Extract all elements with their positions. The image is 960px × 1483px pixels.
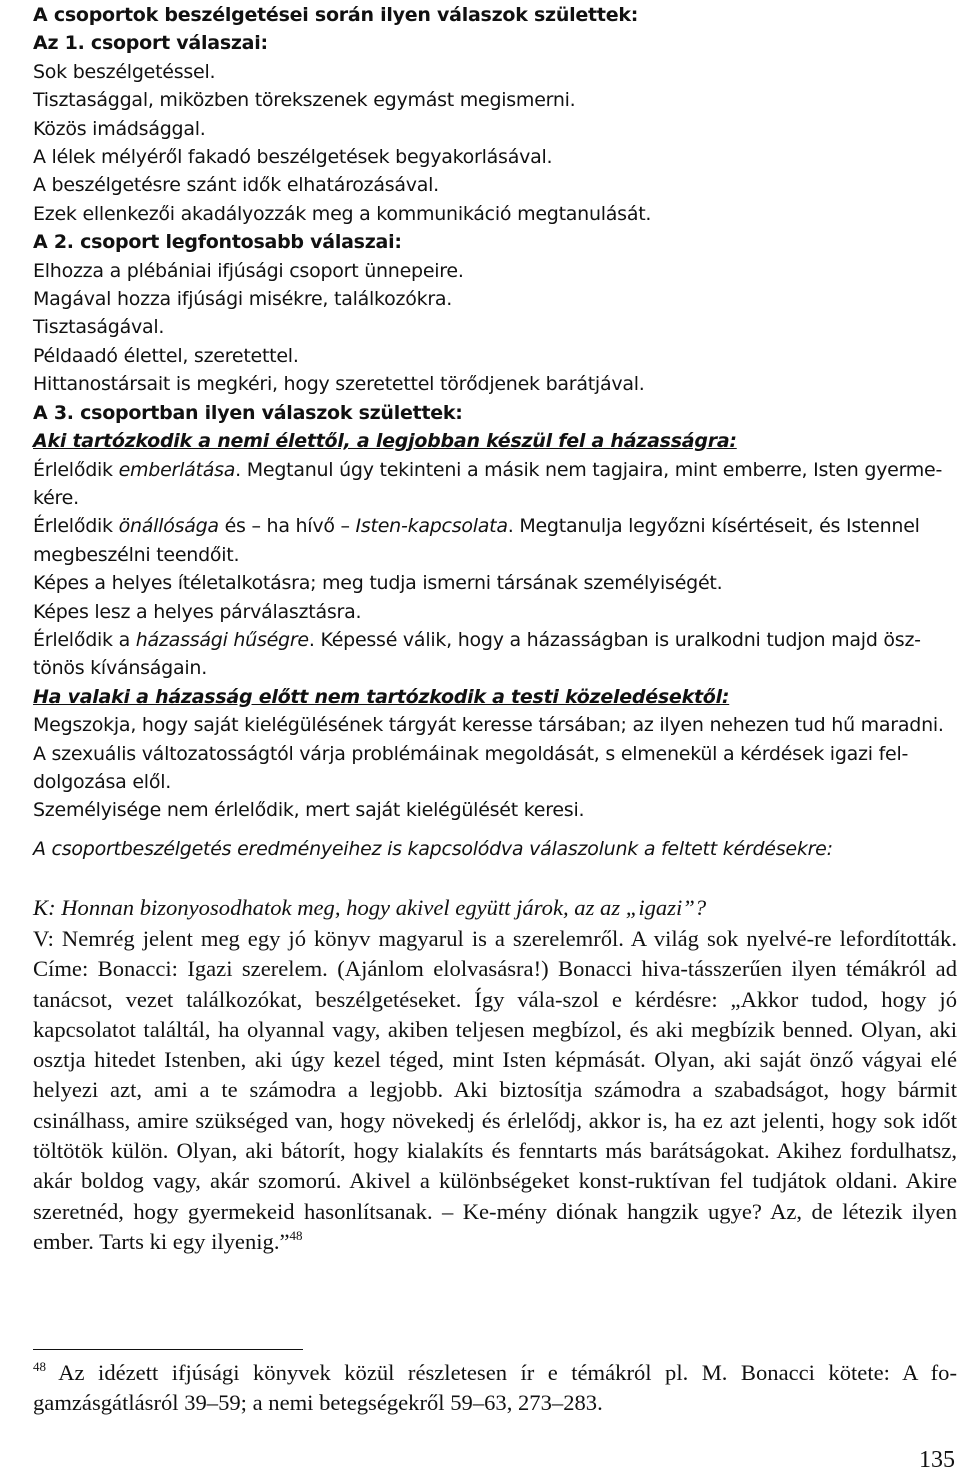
footnote-divider — [33, 1349, 303, 1350]
question: K: Honnan bizonyosodhatok meg, hogy akivel együtt járok, az az „igazi”? — [33, 895, 707, 920]
list-item: Ezek ellenkezői akadályozzák meg a kommunikáció megtanulását. — [33, 202, 652, 225]
list-item: A beszélgetésre szánt idők elhatározásával. — [33, 174, 439, 197]
group3-subheading: Aki tartózkodik a nemi élettől, a legjobban készül fel a házasságra: — [33, 430, 737, 453]
group2-heading: A 2. csoport legfontosabb válaszai: — [33, 231, 402, 254]
lead-sentence: A csoportbeszélgetés eredményeihez is kapcsolódva válaszolunk a feltett kérdésekre: — [33, 838, 833, 860]
group1-heading: Az 1. csoport válaszai: — [33, 32, 268, 55]
group3-heading: A 3. csoportban ilyen válaszok születtek: — [33, 401, 463, 424]
list-item: Elhozza a plébániai ifjúsági csoport ünnepeire. — [33, 259, 464, 282]
paragraph: Képes a helyes ítéletalkotásra; meg tudja ismerni társának személyiségét. — [33, 572, 723, 595]
list-item: Sok beszélgetéssel. — [33, 60, 216, 83]
paragraph: Személyisége nem érlelődik, mert saját kielégülését keresi. — [33, 799, 585, 822]
list-item: A lélek mélyéről fakadó beszélgetések begyakorlásával. — [33, 146, 553, 169]
paragraph: Képes lesz a helyes párválasztásra. — [33, 600, 362, 623]
list-item: Hittanostársait is megkéri, hogy szeretettel törődjenek barátjával. — [33, 373, 645, 396]
list-item: Közös imádsággal. — [33, 117, 206, 140]
paragraph: Érlelődik a házassági hűségre. Képessé válik, hogy a házasságban is uralkodni tudjon majd ösz- tönös kívánságain. — [33, 628, 921, 680]
footnote: $^{48}$ Az idézett ifjúsági könyvek közül részletesen ír e témákról pl. M. Bonacci kötete: A fo-gamzásgátlásról 39–59; a nemi betegségekről 59–63, 273–283. — [33, 1359, 958, 1415]
list-item: Példaadó élettel, szeretettel. — [33, 344, 299, 367]
paragraph: Érlelődik önállósága és – ha hívő – Isten-kapcsolata. Megtanulja legyőzni kísértéseit, és Istennel megbeszélni teendőit. — [33, 515, 920, 566]
group4-subheading: Ha valaki a házasság előtt nem tartózkodik a testi közeledésektől: — [33, 685, 730, 708]
paragraph: A szexuális változatosságtól várja problémáinak megoldását, s elmenekül a kérdések igazi fel- dolgozása elől. — [33, 742, 909, 793]
group-answers-section — [33, 1, 953, 825]
list-item: Tisztasággal, miközben törekszenek egymást megismerni. — [33, 89, 576, 112]
answer: V: Nemrég jelent meg egy jó könyv magyarul is a szerelemről. A világ sok nyelvé-re lefordították. Címe: Bonacci: Igazi szerelem. (Ajánlom elolvasásra!) Bonacci hiva-tásszerűen ilyen témákról ad tanácsot, vezet találkozókat, beszélgetéseket. Így vála-szol e kérdésre: „Akkor tudod, hogy jó kapcsolatot találtál, ha olyannal vagy, akiben teljesen megbízol, és aki megbízik benned. Olyan, aki osztja hitedet Istenben, aki úgy kezel téged, mint Isten képmását. Olyan, aki saját önző vágyai elé helyezi azt, ami a te számodra a legjobb. Aki biztosítja számodra a szabadságot, hogy bármit csinálhass, amire szükséged van, hogy növekedj és érlelődj, akkor is, ha ez azt jelenti, hogy sok időt töltötök külön. Olyan, aki bátorít, hogy kialakíts és fenntarts más barátságokat. Akihez fordulhatsz, akár boldog vagy, akár szomorú. Akivel a különbségeket konst-ruktívan fel tudjátok oldani. Akire szeretnéd, hogy gyermekeid hasonlítsanak. – Ke-mény diónak hangzik ugye? Az, de létezik ilyen ember. Tarts ki egy ilyenig.”$^{48}$ — [33, 926, 957, 1254]
paragraph: Érlelődik emberlátása. Megtanul úgy tekinteni a másik nem tagjaira, mint emberre, Isten gyerme- kére. — [33, 458, 943, 509]
footnote-reference[interactable]: 48 — [289, 1227, 303, 1243]
list-item: Tisztaságával. — [33, 316, 165, 339]
footnote-marker: 48 — [33, 1359, 46, 1374]
page-number: 135 — [919, 1447, 955, 1473]
section-heading: A csoportok beszélgetései során ilyen válaszok születtek: — [33, 4, 639, 26]
list-item: Magával hozza ifjúsági misékre, találkozókra. — [33, 288, 453, 311]
paragraph: Megszokja, hogy saját kielégülésének tárgyát keresse társában; az ilyen nehezen tud hű maradni. — [33, 714, 944, 737]
